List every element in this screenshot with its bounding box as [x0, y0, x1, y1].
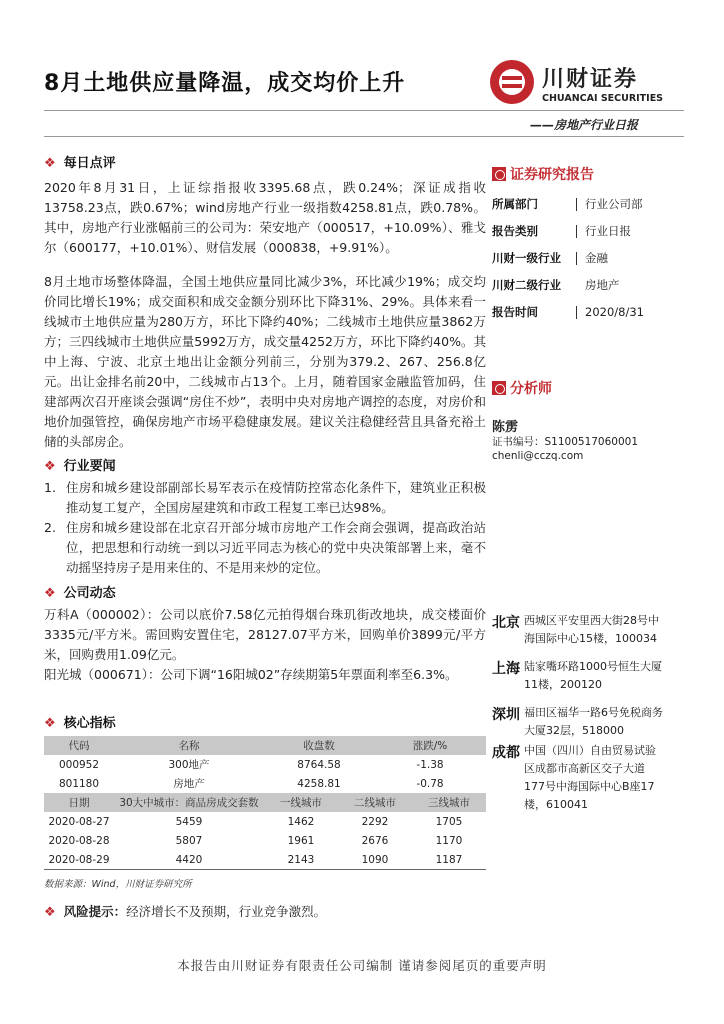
transaction-table: [44, 793, 486, 869]
table-row: 2020-08-28 5807 1961 2676 1170: [48, 834, 463, 847]
risk-warning: ❖ 风险提示：经济增长不及预期，行业竞争激烈。: [44, 904, 327, 920]
logo-cn-text: 川财证券: [542, 67, 639, 92]
company-paragraph-2: 阳光城（000671）：公司下调“16阳城02”存续期第5年票面利率至6.3%。: [44, 667, 458, 682]
diamond-bullet-icon: ❖: [44, 716, 56, 731]
table-header-row: 日期 30大中城市：商品房成交套数 一线城市 二线城市 三线城市: [44, 793, 486, 812]
daily-paragraph-2: 8月土地市场整体降温，全国土地供应量同比减少3%，环比减少19%；成交均价同比增长19%；成交面积和成交金额分别环比下降31%、29%。具体来看一线城市土地供应量为280万方，环比下降约40%；二线城市土地供应量3862万方；三四线城市土地供应量5992万方，成交量4252万方，环比下降约40%。其中上海、宁波、北京土地出让金额分列前三，分别为379.2、267、256.8亿元。出让金排名前20中，二线城市占13个。上月，随着国家金融监管加码，住建部两次召开座谈会强调“房住不炒”，表明中央对房地产调控的态度，对房价和地价加强管控，确保房地产市场平稳健康发展。建议关注稳健经营且具备充裕土储的头部房企。: [44, 274, 486, 449]
logo-icon: [490, 60, 534, 104]
divider: [44, 136, 684, 137]
company-paragraph-1: 万科A（000002）：公司以底价7.58亿元拍得烟台珠玑街改地块，成交楼面价3335元/平方米。需回购安置住宅，28127.07平方米，回购单价3899元/平方米，回购费用1.09亿元。: [44, 607, 486, 662]
section-company-heading: ❖ 公司动态: [44, 586, 116, 601]
list-item: 2. 住房和城乡建设部在北京召开部分城市房地产工作会商会强调，提高政治站位，把思想和行动统一到以习近平同志为核心的党中央决策部署上来，毫不动摇坚持房子是用来住的、不是用来炒的定位。: [44, 520, 486, 575]
table-header-row: 代码 名称 收盘数 涨跌/%: [44, 736, 486, 755]
info-row: 川财二级行业 房地产: [492, 278, 620, 292]
table-row: 2020-08-29 4420 2143 1090 1187: [48, 853, 463, 866]
data-source-note: 数据来源：Wind，川财证券研究所: [44, 879, 192, 890]
diamond-bullet-icon: ❖: [44, 459, 56, 474]
logo-en-text: CHUANCAI SECURITIES: [542, 93, 664, 104]
divider: [44, 110, 684, 111]
analyst-name: 陈雳: [492, 420, 519, 435]
industry-news-list: [44, 478, 486, 578]
report-icon: [492, 167, 506, 181]
office-item: 北京 西城区平安里西大街28号中海国际中心15楼，100034: [492, 614, 659, 645]
report-subtitle: ——房地产行业日报: [530, 118, 639, 132]
diamond-bullet-icon: ❖: [44, 156, 56, 171]
office-item: 上海 陆家嘴环路1000号恒生大厦11楼，200120: [492, 660, 662, 691]
info-row: 川财一级行业 金融: [492, 251, 608, 265]
list-item: 1. 住房和城乡建设部副部长易军表示在疫情防控常态化条件下，建筑业正积极推动复工复产，全国房屋建筑和市政工程复工率已达98%。: [44, 480, 486, 515]
table-row: 2020-08-27 5459 1462 2292 1705: [48, 815, 463, 828]
analyst-icon: [492, 381, 506, 395]
indicators-tables: [44, 736, 486, 870]
table-row: 801180 房地产 4258.81 -0.78: [58, 777, 444, 790]
analyst-email[interactable]: chenli@cczq.com: [492, 450, 584, 462]
footer-disclaimer: 本报告由川财证券有限责任公司编制 谨请参阅尾页的重要声明: [177, 958, 547, 973]
section-industry-heading: ❖ 行业要闻: [44, 459, 116, 474]
report-heading: 证券研究报告: [492, 164, 594, 184]
office-list: [492, 612, 692, 814]
office-item: 深圳 福田区福华一路6号免税商务大厦32层，518000: [492, 706, 663, 737]
info-row: 报告时间 2020/8/31: [492, 305, 644, 319]
page-title: 8月土地供应量降温，成交均价上升: [44, 71, 406, 96]
table-bottom-rule: [44, 869, 486, 870]
diamond-bullet-icon: ❖: [44, 586, 56, 601]
info-row: 报告类别 行业日报: [492, 224, 631, 238]
section-indicators-heading: ❖ 核心指标: [44, 716, 116, 731]
company-logo: [490, 60, 670, 110]
section-daily-heading: ❖ 每日点评: [44, 156, 116, 171]
analyst-cert: 证书编号：S1100517060001: [492, 436, 639, 448]
daily-paragraph-1: 2020年8月31日，上证综指报收3395.68点，跌0.24%；深证成指收13758.23点，跌0.67%；wind房地产行业一级指数4258.81点，跌0.78%。其中，房地产行业涨幅前三的公司为：荣安地产（000517，+10.09%）、雅戈尔（600177，+10.01%）、财信发展（000838，+9.91%）。: [44, 180, 486, 255]
office-item: 成都 中国（四川）自由贸易试验区成都市高新区交子大道177号中海国际中心B座17楼，610041: [492, 744, 656, 811]
index-table: [44, 736, 486, 793]
table-row: 000952 300地产 8764.58 -1.38: [58, 758, 444, 771]
info-row: 所属部门 行业公司部: [492, 197, 643, 211]
analyst-heading: 分析师: [492, 378, 552, 398]
report-info-list: [492, 196, 682, 331]
diamond-bullet-icon: ❖: [44, 905, 56, 920]
